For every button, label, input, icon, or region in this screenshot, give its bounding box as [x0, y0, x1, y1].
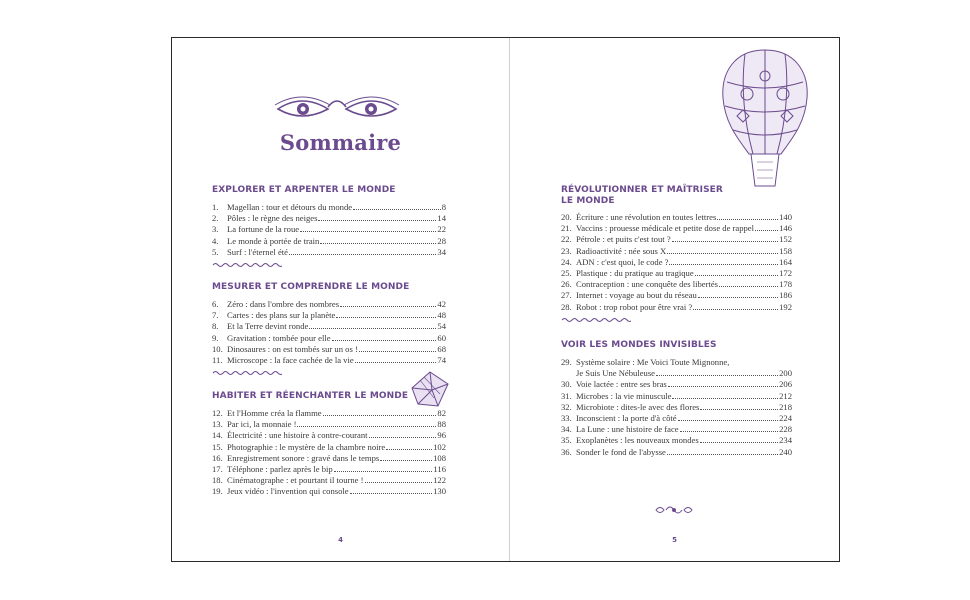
section-heading: HABITER ET RÉENCHANTER LE MONDE: [212, 391, 409, 401]
leader-dots: [359, 351, 437, 352]
entry-page: 122: [433, 475, 446, 486]
flourish-ornament: [654, 504, 694, 516]
entry-page: 82: [437, 408, 446, 418]
leader-dots: [667, 253, 778, 254]
leader-dots: [336, 317, 436, 318]
entry-page: 130: [433, 486, 446, 497]
entry-label: Contraception : une conquête des libertés: [576, 279, 718, 290]
toc-entry[interactable]: [212, 453, 446, 464]
entry-page: 54: [437, 321, 446, 332]
leader-dots: [369, 437, 437, 438]
leader-dots: [693, 309, 778, 310]
entry-label: Microbiote : dites-le avec des flores: [576, 401, 700, 412]
entry-label: La fortune de la roue: [227, 224, 300, 235]
toc-entry[interactable]: [561, 379, 792, 390]
toc-entry[interactable]: [212, 419, 446, 430]
toc-entry[interactable]: [561, 279, 792, 290]
entry-page: 22: [437, 224, 446, 235]
entry-number: 36.: [561, 446, 572, 457]
toc-entry[interactable]: [212, 344, 446, 355]
toc-entry[interactable]: [561, 402, 792, 413]
entry-number: 4.: [212, 235, 219, 246]
toc-entry[interactable]: [212, 333, 446, 344]
toc-section-explorer: [212, 185, 446, 268]
entry-number: 17.: [212, 463, 223, 474]
leader-dots: [297, 426, 436, 427]
squiggle-divider: [561, 317, 631, 323]
section-heading-line2: LE MONDE: [561, 196, 615, 206]
squiggle-divider: [212, 262, 282, 268]
hot-air-balloon-illustration: [717, 46, 813, 196]
toc-entry[interactable]: [212, 355, 446, 366]
entry-number: 26.: [561, 279, 572, 290]
entry-page: 140: [779, 212, 792, 222]
toc-entry[interactable]: [212, 442, 446, 453]
page-number: 5: [672, 536, 677, 544]
toc-entry[interactable]: [212, 236, 446, 247]
entry-page: 116: [433, 463, 446, 474]
entry-number: 25.: [561, 267, 572, 278]
entry-page: 224: [779, 412, 792, 423]
entry-page: 178: [779, 279, 792, 290]
entry-label: Surf : l'éternel été: [227, 246, 288, 257]
toc-entry[interactable]: [212, 430, 446, 441]
entry-page: 158: [779, 245, 792, 256]
entry-number: 5.: [212, 246, 219, 257]
entry-label: Gravitation : tombée pour elle: [227, 332, 331, 343]
toc-entry[interactable]: [561, 435, 792, 446]
toc-entry[interactable]: [561, 424, 792, 435]
leader-dots: [672, 398, 778, 399]
entry-label: Électricité : une histoire à contre-courant: [227, 430, 368, 441]
toc-entry[interactable]: [212, 486, 446, 497]
entry-label: Plastique : du pratique au tragique: [576, 267, 694, 278]
entry-number: 33.: [561, 412, 572, 423]
entry-number: 20.: [561, 212, 572, 222]
leader-dots: [700, 442, 778, 443]
toc-entry[interactable]: [561, 234, 792, 245]
entry-label: La Lune : une histoire de face: [576, 424, 679, 435]
entry-page: 212: [779, 390, 792, 401]
entry-page: 240: [779, 446, 792, 457]
leader-dots: [669, 264, 778, 265]
entry-label: Dinosaures : on est tombés sur un os !: [227, 343, 358, 354]
entry-number: 15.: [212, 441, 223, 452]
entry-page: 68: [437, 343, 446, 354]
leader-dots: [719, 286, 778, 287]
entry-page: 164: [779, 256, 792, 267]
toc-entry-29-line1[interactable]: [561, 357, 792, 368]
leader-dots: [667, 454, 778, 455]
entry-page: 102: [433, 441, 446, 452]
entry-label: Microscope : la face cachée de la vie: [227, 354, 354, 365]
toc-entry[interactable]: [561, 246, 792, 257]
entry-label: Et la Terre devint ronde: [227, 321, 309, 332]
leader-dots: [678, 420, 779, 421]
entry-number: 31.: [561, 390, 572, 401]
entry-label: Écriture : une révolution en toutes lettres: [576, 212, 717, 222]
entry-page: 34: [437, 246, 446, 257]
entry-label: Voie lactée : entre ses bras: [576, 379, 667, 390]
right-page: [510, 38, 839, 561]
entry-page: 152: [779, 234, 792, 245]
entry-number: 8.: [212, 321, 219, 332]
entry-number: 29.: [561, 357, 572, 367]
entry-page: 192: [779, 301, 792, 312]
entry-number: 1.: [212, 202, 219, 212]
toc-entry[interactable]: [212, 321, 446, 332]
entry-page: 234: [779, 435, 792, 446]
toc-entry-29-line2[interactable]: [561, 368, 792, 379]
entry-number: 35.: [561, 435, 572, 446]
entry-page: 14: [437, 213, 446, 224]
leader-dots: [334, 471, 433, 472]
leader-dots: [700, 409, 778, 410]
entry-label: Magellan : tour et détours du monde: [227, 202, 353, 212]
entry-page: 228: [779, 424, 792, 435]
entry-label: Le monde à portée de train: [227, 235, 320, 246]
leader-dots: [755, 230, 778, 231]
entry-label: Radioactivité : née sous X: [576, 245, 667, 256]
toc-section-revolutionner: [561, 185, 792, 323]
toc-section-mesurer: [212, 282, 446, 376]
entry-label: Sonder le fond de l'abysse: [576, 446, 666, 457]
entry-label: Cinématographe : et pourtant il tourne !: [227, 475, 364, 486]
leader-dots: [668, 386, 778, 387]
entry-number: 7.: [212, 310, 219, 321]
toc-entry[interactable]: [561, 447, 792, 458]
toc-section-habiter: [212, 391, 446, 498]
book-spread: [171, 37, 840, 562]
toc-entry[interactable]: [212, 310, 446, 321]
entry-label: Vaccins : prouesse médicale et petite dose de rappel: [576, 223, 755, 234]
spectacles-eyes-illustration: [272, 91, 402, 127]
entry-number: 18.: [212, 475, 223, 486]
entry-label: ADN : c'est quoi, le code ?: [576, 256, 669, 267]
toc-entry[interactable]: [561, 223, 792, 234]
entry-label: Photographie : le mystère de la chambre noire: [227, 441, 386, 452]
leader-dots: [365, 482, 433, 483]
entry-number: 16.: [212, 452, 223, 463]
entry-number: 21.: [561, 223, 572, 234]
toc-entry[interactable]: [561, 391, 792, 402]
page-number: 4: [338, 536, 343, 544]
toc-entry[interactable]: [212, 464, 446, 475]
entry-label: Microbes : la vie minuscule: [576, 390, 672, 401]
entry-page: 60: [437, 332, 446, 343]
leader-dots: [380, 460, 432, 461]
entry-page: 172: [779, 267, 792, 278]
entry-label: Et l'Homme créa la flamme: [227, 408, 322, 418]
entry-number: 6.: [212, 299, 219, 309]
entry-label: Exoplanètes : les nouveaux mondes: [576, 435, 699, 446]
entry-page: 206: [779, 379, 792, 390]
toc-entry[interactable]: [561, 302, 792, 313]
toc-entry[interactable]: [212, 247, 446, 258]
toc-entry[interactable]: [561, 290, 792, 301]
leader-dots: [309, 328, 436, 329]
leader-dots: [698, 297, 778, 298]
section-heading: VOIR LES MONDES INVISIBLES: [561, 340, 717, 350]
entry-number: 34.: [561, 424, 572, 435]
entry-number: 27.: [561, 290, 572, 301]
entry-number: 32.: [561, 401, 572, 412]
toc-list: [212, 408, 446, 498]
entry-number: 2.: [212, 213, 219, 224]
entry-label: Enregistrement sonore : gravé dans le temps: [227, 452, 380, 463]
entry-label: Je Suis Une Nébuleuse: [576, 368, 656, 379]
leader-dots: [695, 275, 778, 276]
section-heading: MESURER ET COMPRENDRE LE MONDE: [212, 282, 410, 292]
leader-dots: [320, 243, 436, 244]
leader-dots: [656, 375, 778, 376]
entry-page: 108: [433, 452, 446, 463]
toc-entry[interactable]: [561, 413, 792, 424]
toc-entry[interactable]: [212, 202, 446, 213]
toc-entry[interactable]: [212, 299, 446, 310]
section-heading-line1: RÉVOLUTIONNER ET MAÎTRISER: [561, 185, 723, 195]
entry-number: 14.: [212, 430, 223, 441]
leader-dots: [340, 306, 436, 307]
leader-dots: [300, 231, 436, 232]
entry-page: 28: [437, 235, 446, 246]
toc-entry[interactable]: [212, 224, 446, 235]
section-heading: [561, 185, 792, 207]
leader-dots: [289, 254, 436, 255]
toc-list: [561, 212, 792, 313]
entry-number: 30.: [561, 379, 572, 390]
entry-label: Par ici, la monnaie !: [227, 419, 297, 430]
leader-dots: [353, 209, 441, 210]
entry-label: Robot : trop robot pour être vrai ?: [576, 301, 693, 312]
entry-number: 22.: [561, 234, 572, 245]
entry-page: 218: [779, 401, 792, 412]
leader-dots: [323, 415, 437, 416]
entry-number: 9.: [212, 332, 219, 343]
entry-number: 12.: [212, 408, 223, 418]
entry-number: 19.: [212, 486, 223, 497]
entry-label: Inconscient : la porte d'à côté: [576, 412, 677, 423]
entry-label: Téléphone : parlez après le bip: [227, 463, 333, 474]
entry-page: 42: [437, 299, 446, 309]
entry-number: 13.: [212, 419, 223, 430]
entry-label: Pôles : le règne des neiges: [227, 213, 318, 224]
entry-number: 23.: [561, 245, 572, 256]
toc-entry[interactable]: [561, 212, 792, 223]
entry-page: 8: [441, 202, 446, 212]
entry-page: 146: [779, 223, 792, 234]
entry-page: 186: [779, 290, 792, 301]
leader-dots: [355, 362, 437, 363]
entry-page: 48: [437, 310, 446, 321]
left-page: [172, 38, 509, 561]
toc-entry[interactable]: [561, 268, 792, 279]
section-heading: EXPLORER ET ARPENTER LE MONDE: [212, 185, 396, 195]
leader-dots: [318, 220, 436, 221]
page-title: Sommaire: [279, 130, 402, 155]
squiggle-divider: [212, 370, 282, 376]
toc-list: [212, 202, 446, 258]
entry-page: 88: [437, 419, 446, 430]
entry-number: 28.: [561, 301, 572, 312]
entry-page: 200: [779, 368, 792, 379]
entry-label: Système solaire : Me Voici Toute Mignonne,: [576, 357, 730, 367]
toc-entry[interactable]: [212, 475, 446, 486]
toc-list: [561, 357, 792, 458]
entry-label: Zéro : dans l'ombre des nombres: [227, 299, 340, 309]
leader-dots: [386, 449, 432, 450]
entry-number: 10.: [212, 343, 223, 354]
entry-label: Jeux vidéo : l'invention qui console: [227, 486, 349, 497]
toc-entry[interactable]: [212, 213, 446, 224]
entry-label: Cartes : des plans sur la planète: [227, 310, 336, 321]
leader-dots: [332, 340, 437, 341]
leader-dots: [717, 219, 778, 220]
entry-number: 24.: [561, 256, 572, 267]
entry-number: 3.: [212, 224, 219, 235]
toc-list: [212, 299, 446, 366]
toc-section-voir: [561, 340, 792, 458]
entry-page: 74: [437, 354, 446, 365]
entry-number: 11.: [212, 354, 223, 365]
toc-entry[interactable]: [212, 408, 446, 419]
leader-dots: [672, 241, 778, 242]
entry-page: 96: [437, 430, 446, 441]
leader-dots: [350, 493, 433, 494]
leader-dots: [680, 431, 779, 432]
entry-label: Internet : voyage au bout du réseau: [576, 290, 697, 301]
entry-label: Pétrole : et puits c'est tout ?: [576, 234, 671, 245]
toc-entry[interactable]: [561, 257, 792, 268]
